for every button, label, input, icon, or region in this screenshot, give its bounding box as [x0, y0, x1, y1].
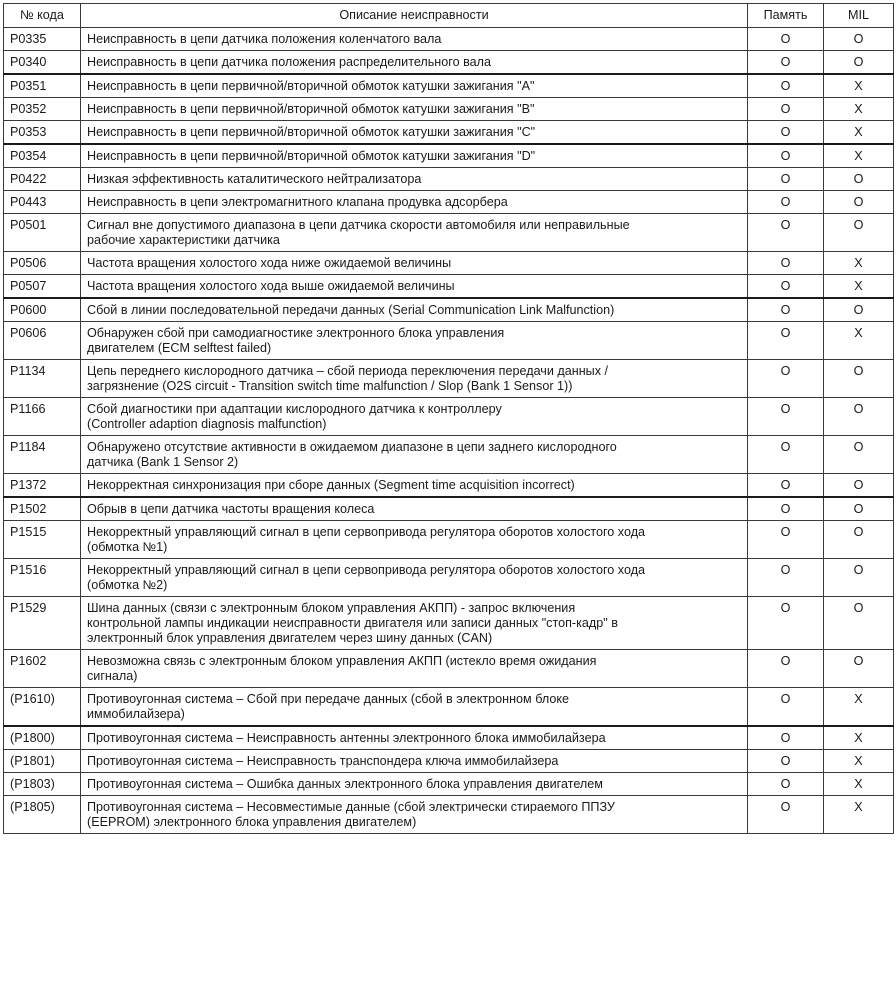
dtc-description-cell: Неисправность в цепи датчика положения коленчатого вала: [81, 28, 748, 51]
dtc-description-cell: Противоугонная система – Несовместимые данные (сбой электрически стираемого ППЗУ (EEPROM) электронного блока управления двигателем): [81, 796, 748, 834]
table-row: [4, 144, 894, 168]
dtc-mil-cell: X: [824, 726, 894, 750]
dtc-mil-cell: X: [824, 773, 894, 796]
dtc-description-cell: Невозможна связь с электронным блоком управления АКПП (истекло время ожидания сигнала): [81, 650, 748, 688]
header-mil: MIL: [824, 4, 894, 28]
dtc-code-cell: (P1800): [4, 726, 81, 750]
dtc-mil-cell: O: [824, 214, 894, 252]
table-row: [4, 298, 894, 322]
dtc-mil-cell: O: [824, 51, 894, 75]
dtc-memory-cell: O: [748, 51, 824, 75]
dtc-mil-cell: O: [824, 168, 894, 191]
dtc-description-cell: Некорректный управляющий сигнал в цепи сервопривода регулятора оборотов холостого хода (обмотка №1): [81, 521, 748, 559]
table-row: [4, 214, 894, 252]
dtc-mil-cell: O: [824, 497, 894, 521]
dtc-mil-cell: X: [824, 252, 894, 275]
header-code: № кода: [4, 4, 81, 28]
dtc-code-cell: P0351: [4, 74, 81, 98]
dtc-mil-cell: O: [824, 559, 894, 597]
dtc-memory-cell: O: [748, 191, 824, 214]
dtc-description-cell: Противоугонная система – Неисправность антенны электронного блока иммобилайзера: [81, 726, 748, 750]
dtc-memory-cell: O: [748, 322, 824, 360]
dtc-memory-cell: O: [748, 773, 824, 796]
table-row: [4, 474, 894, 498]
dtc-code-cell: P0354: [4, 144, 81, 168]
dtc-memory-cell: O: [748, 688, 824, 727]
header-description: Описание неисправности: [81, 4, 748, 28]
table-row: [4, 252, 894, 275]
dtc-mil-cell: X: [824, 275, 894, 299]
table-body: [4, 28, 894, 834]
dtc-code-cell: P0600: [4, 298, 81, 322]
dtc-memory-cell: O: [748, 436, 824, 474]
dtc-memory-cell: O: [748, 597, 824, 650]
dtc-mil-cell: X: [824, 98, 894, 121]
dtc-code-cell: (P1801): [4, 750, 81, 773]
table-row: [4, 497, 894, 521]
table-row: [4, 191, 894, 214]
dtc-code-cell: P0335: [4, 28, 81, 51]
dtc-mil-cell: X: [824, 74, 894, 98]
dtc-description-cell: Шина данных (связи с электронным блоком управления АКПП) - запрос включения контрольной лампы индикации неисправности двигателя или записи данных "стоп-кадр" в электронный блок управления двигателем через шину данных (CAN): [81, 597, 748, 650]
table-row: [4, 688, 894, 727]
dtc-code-cell: P0501: [4, 214, 81, 252]
dtc-code-cell: P1515: [4, 521, 81, 559]
dtc-mil-cell: O: [824, 28, 894, 51]
dtc-mil-cell: O: [824, 191, 894, 214]
dtc-memory-cell: O: [748, 796, 824, 834]
dtc-code-cell: P0340: [4, 51, 81, 75]
dtc-memory-cell: O: [748, 497, 824, 521]
dtc-mil-cell: O: [824, 597, 894, 650]
dtc-mil-cell: X: [824, 121, 894, 145]
table-row: [4, 51, 894, 75]
table-row: [4, 436, 894, 474]
dtc-code-cell: P1184: [4, 436, 81, 474]
dtc-code-cell: P0352: [4, 98, 81, 121]
dtc-code-cell: P1134: [4, 360, 81, 398]
dtc-description-cell: Частота вращения холостого хода выше ожидаемой величины: [81, 275, 748, 299]
dtc-mil-cell: O: [824, 398, 894, 436]
dtc-mil-cell: X: [824, 144, 894, 168]
dtc-memory-cell: O: [748, 252, 824, 275]
dtc-code-cell: P1516: [4, 559, 81, 597]
dtc-memory-cell: O: [748, 98, 824, 121]
dtc-description-cell: Сбой диагностики при адаптации кислородного датчика к контроллеру (Controller adaption diagnosis malfunction): [81, 398, 748, 436]
dtc-code-cell: P1529: [4, 597, 81, 650]
table-row: [4, 650, 894, 688]
dtc-code-cell: P1166: [4, 398, 81, 436]
dtc-description-cell: Сигнал вне допустимого диапазона в цепи датчика скорости автомобиля или неправильные рабочие характеристики датчика: [81, 214, 748, 252]
dtc-memory-cell: O: [748, 521, 824, 559]
table-header-row: [4, 4, 894, 28]
dtc-description-cell: Неисправность в цепи первичной/вторичной обмоток катушки зажигания "A": [81, 74, 748, 98]
dtc-description-cell: Неисправность в цепи первичной/вторичной обмоток катушки зажигания "B": [81, 98, 748, 121]
dtc-memory-cell: O: [748, 144, 824, 168]
table-row: [4, 521, 894, 559]
dtc-description-cell: Противоугонная система – Ошибка данных электронного блока управления двигателем: [81, 773, 748, 796]
dtc-mil-cell: X: [824, 322, 894, 360]
dtc-code-cell: P1502: [4, 497, 81, 521]
table-row: [4, 360, 894, 398]
dtc-mil-cell: O: [824, 298, 894, 322]
table-row: [4, 98, 894, 121]
table-row: [4, 773, 894, 796]
dtc-memory-cell: O: [748, 398, 824, 436]
dtc-description-cell: Обрыв в цепи датчика частоты вращения колеса: [81, 497, 748, 521]
dtc-mil-cell: X: [824, 750, 894, 773]
dtc-memory-cell: O: [748, 74, 824, 98]
table-row: [4, 74, 894, 98]
dtc-mil-cell: X: [824, 796, 894, 834]
dtc-mil-cell: O: [824, 474, 894, 498]
dtc-memory-cell: O: [748, 168, 824, 191]
dtc-memory-cell: O: [748, 121, 824, 145]
dtc-description-cell: Некорректная синхронизация при сборе данных (Segment time acquisition incorrect): [81, 474, 748, 498]
dtc-code-cell: P0353: [4, 121, 81, 145]
dtc-description-cell: Обнаружено отсутствие активности в ожидаемом диапазоне в цепи заднего кислородного датчика (Bank 1 Sensor 2): [81, 436, 748, 474]
dtc-code-cell: P0606: [4, 322, 81, 360]
dtc-mil-cell: O: [824, 650, 894, 688]
table-row: [4, 275, 894, 299]
table-row: [4, 559, 894, 597]
dtc-description-cell: Неисправность в цепи первичной/вторичной обмоток катушки зажигания "D": [81, 144, 748, 168]
table-row: [4, 726, 894, 750]
dtc-description-cell: Неисправность в цепи датчика положения распределительного вала: [81, 51, 748, 75]
table-row: [4, 796, 894, 834]
dtc-description-cell: Сбой в линии последовательной передачи данных (Serial Communication Link Malfunction): [81, 298, 748, 322]
dtc-table-container: [3, 3, 893, 834]
dtc-mil-cell: O: [824, 360, 894, 398]
header-memory: Память: [748, 4, 824, 28]
dtc-description-cell: Обнаружен сбой при самодиагностике электронного блока управления двигателем (ECM selftest failed): [81, 322, 748, 360]
dtc-memory-cell: O: [748, 750, 824, 773]
dtc-mil-cell: O: [824, 436, 894, 474]
dtc-memory-cell: O: [748, 275, 824, 299]
dtc-description-cell: Противоугонная система – Сбой при передаче данных (сбой в электронном блоке иммобилайзера): [81, 688, 748, 727]
table-row: [4, 121, 894, 145]
dtc-description-cell: Некорректный управляющий сигнал в цепи сервопривода регулятора оборотов холостого хода (обмотка №2): [81, 559, 748, 597]
dtc-memory-cell: O: [748, 360, 824, 398]
dtc-mil-cell: X: [824, 688, 894, 727]
table-row: [4, 322, 894, 360]
dtc-description-cell: Неисправность в цепи первичной/вторичной обмоток катушки зажигания "C": [81, 121, 748, 145]
dtc-memory-cell: O: [748, 726, 824, 750]
dtc-mil-cell: O: [824, 521, 894, 559]
dtc-description-cell: Частота вращения холостого хода ниже ожидаемой величины: [81, 252, 748, 275]
dtc-description-cell: Цепь переднего кислородного датчика – сбой периода переключения передачи данных / загрязнение (O2S circuit - Transition switch time malfunction / Slop (Bank 1 Sensor 1)): [81, 360, 748, 398]
dtc-description-cell: Противоугонная система – Неисправность транспондера ключа иммобилайзера: [81, 750, 748, 773]
dtc-code-cell: (P1805): [4, 796, 81, 834]
dtc-code-cell: P0422: [4, 168, 81, 191]
dtc-code-cell: (P1610): [4, 688, 81, 727]
dtc-memory-cell: O: [748, 559, 824, 597]
dtc-code-cell: (P1803): [4, 773, 81, 796]
table-row: [4, 750, 894, 773]
dtc-memory-cell: O: [748, 28, 824, 51]
dtc-description-cell: Низкая эффективность каталитического нейтрализатора: [81, 168, 748, 191]
dtc-code-cell: P1372: [4, 474, 81, 498]
dtc-memory-cell: O: [748, 650, 824, 688]
dtc-code-cell: P0506: [4, 252, 81, 275]
dtc-description-cell: Неисправность в цепи электромагнитного клапана продувка адсорбера: [81, 191, 748, 214]
dtc-memory-cell: O: [748, 298, 824, 322]
table-row: [4, 398, 894, 436]
dtc-code-cell: P0443: [4, 191, 81, 214]
table-row: [4, 168, 894, 191]
table-row: [4, 28, 894, 51]
dtc-memory-cell: O: [748, 474, 824, 498]
dtc-code-cell: P0507: [4, 275, 81, 299]
dtc-memory-cell: O: [748, 214, 824, 252]
dtc-code-cell: P1602: [4, 650, 81, 688]
dtc-table: [3, 3, 894, 834]
table-row: [4, 597, 894, 650]
